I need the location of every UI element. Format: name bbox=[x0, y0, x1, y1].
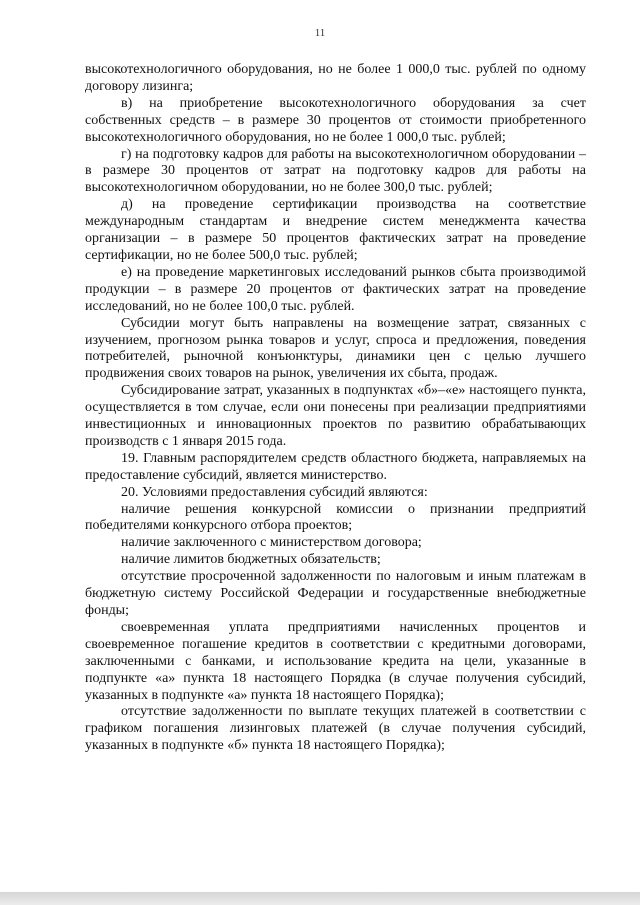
paragraph-condition-no-debt: отсутствие просроченной задолженности по налоговым и иным платежам в бюджетную систему Российской Федерации и государственные внебюджетные фонды; bbox=[85, 569, 586, 618]
paragraph-subitem-g: г) на подготовку кадров для работы на высокотехнологичном оборудовании – в размере 30 процентов от затрат на подготовку кадров для работы на высокотехнологичном оборудовании, но не более 300,0 тыс. рублей; bbox=[85, 146, 586, 196]
paragraph-item-20: 20. Условиями предоставления субсидий являются: bbox=[121, 484, 428, 500]
paragraph-condition-credit: своевременная уплата предприятиями начисленных процентов и своевременное погашение кредитов в соответствии с кредитными договорами, заключенными с банками, и использование кредита на цели, указанные в подпункте «а» пункта 18 настоящего Порядка (в случае получения субсидий, указанных в подпункте «а» пункта 18 настоящего Порядка); bbox=[85, 619, 586, 703]
paragraph-condition-contract: наличие заключенного с министерством договора; bbox=[121, 535, 422, 551]
paragraph-subitem-d: д) на проведение сертификации производства на соответствие международным стандартам и внедрение систем менеджмента качества организации – в размере 50 процентов фактических затрат на проведение сертификации, но не более 500,0 тыс. рублей; bbox=[85, 197, 586, 263]
paragraph-continuation: высокотехнологичного оборудования, но не более 1 000,0 тыс. рублей по одному договору лизинга; bbox=[85, 62, 586, 94]
paragraph-subitem-e: е) на проведение маркетинговых исследований рынков сбыта производимой продукции – в размере 20 процентов от фактических затрат на проведение исследований, но не более 100,0 тыс. рублей. bbox=[85, 264, 586, 314]
paragraph-condition-limits: наличие лимитов бюджетных обязательств; bbox=[121, 552, 381, 568]
paragraph-item-19: 19. Главным распорядителем средств областного бюджета, направляемых на предоставление субсидий, является министерство. bbox=[85, 450, 586, 483]
page-number: 11 bbox=[314, 27, 326, 39]
scan-bottom-edge bbox=[0, 892, 640, 905]
paragraph-subsidies-conditions: Субсидирование затрат, указанных в подпунктах «б»–«е» настоящего пункта, осуществляется в том случае, если они понесены при реализации предприятиями инвестиционных и инновационных проектов по развитию обрабатывающих производств с 1 января 2015 года. bbox=[85, 383, 586, 449]
paragraph-subsidies-purpose: Субсидии могут быть направлены на возмещение затрат, связанных с изучением, прогнозом рынка товаров и услуг, спроса и предложения, поведения потребителей, рыночной конъюнктуры, динамики цен с целью лучшего продвижения своих товаров на рынок, увеличения их сбыта, продаж. bbox=[85, 315, 586, 382]
paragraph-subitem-v: в) на приобретение высокотехнологичного оборудования за счет собственных средств – в размере 30 процентов от стоимости приобретенного высокотехнологичного оборудования, но не более 1 000,0 тыс. рублей; bbox=[85, 95, 586, 145]
paragraph-condition-commission: наличие решения конкурсной комиссии о признании предприятий победителями конкурсного отбора проектов; bbox=[85, 501, 586, 534]
document-body bbox=[85, 62, 586, 755]
paragraph-condition-leasing: отсутствие задолженности по выплате текущих платежей в соответствии с графиком погашения лизинговых платежей (в случае получения субсидий, указанных в подпункте «б» пункта 18 настоящего Порядка); bbox=[85, 704, 586, 754]
